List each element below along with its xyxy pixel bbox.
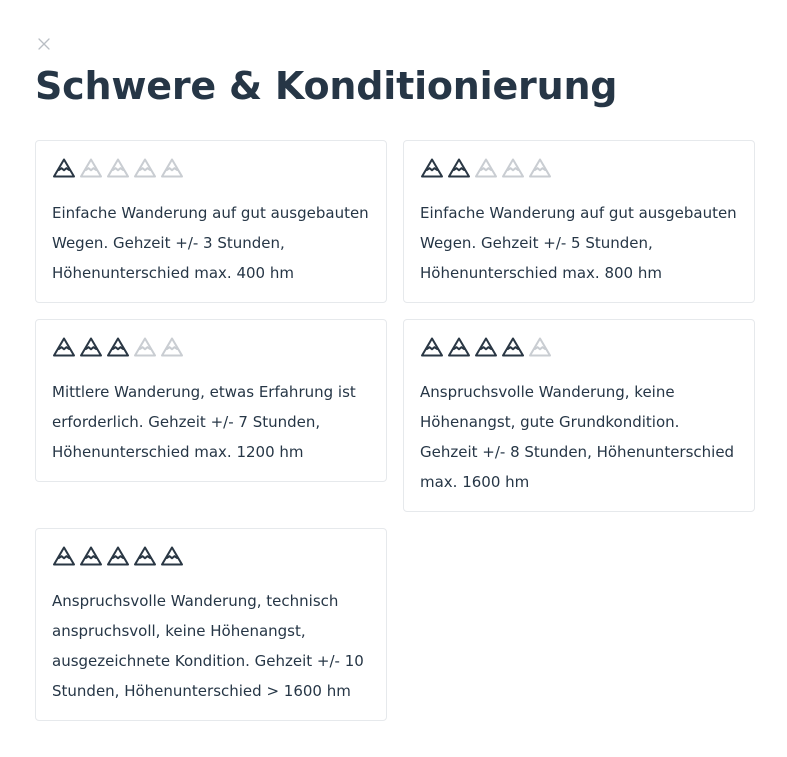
mountain-icon-empty (79, 157, 103, 179)
difficulty-description: Einfache Wanderung auf gut ausgebauten Wegen. Gehzeit +/- 5 Stunden, Höhenunterschied max. 800 hm (420, 204, 737, 282)
mountain-icon-filled (106, 545, 130, 567)
close-icon (36, 36, 52, 52)
difficulty-card-1 (35, 140, 387, 303)
mountain-icon-filled (474, 336, 498, 358)
mountain-icon-empty (160, 336, 184, 358)
page-title: Schwere & Konditionierung (35, 64, 618, 108)
difficulty-description: Anspruchsvolle Wanderung, technisch anspruchsvoll, keine Höhenangst, ausgezeichnete Kondition. Gehzeit +/- 10 Stunden, Höhenunterschied > 1600 hm (52, 592, 364, 700)
mountain-icon-empty (528, 157, 552, 179)
difficulty-rating (52, 544, 370, 568)
mountain-icon-empty (133, 157, 157, 179)
difficulty-card-2 (403, 140, 755, 303)
close-button[interactable] (36, 36, 52, 52)
difficulty-description: Einfache Wanderung auf gut ausgebauten Wegen. Gehzeit +/- 3 Stunden, Höhenunterschied max. 400 hm (52, 204, 369, 282)
mountain-icon-filled (420, 336, 444, 358)
mountain-icon-filled (447, 336, 471, 358)
difficulty-description: Mittlere Wanderung, etwas Erfahrung ist erforderlich. Gehzeit +/- 7 Stunden, Höhenunterschied max. 1200 hm (52, 383, 356, 461)
difficulty-card-4 (403, 319, 755, 512)
mountain-icon-empty (501, 157, 525, 179)
difficulty-card-3 (35, 319, 387, 482)
mountain-icon-empty (133, 336, 157, 358)
mountain-icon-filled (501, 336, 525, 358)
mountain-icon-filled (160, 545, 184, 567)
difficulty-description: Anspruchsvolle Wanderung, keine Höhenangst, gute Grundkondition. Gehzeit +/- 8 Stunden, Höhenunterschied max. 1600 hm (420, 383, 735, 491)
mountain-icon-empty (474, 157, 498, 179)
difficulty-level-list (35, 140, 755, 721)
mountain-icon-filled (133, 545, 157, 567)
mountain-icon-empty (528, 336, 552, 358)
mountain-icon-filled (79, 545, 103, 567)
mountain-icon-filled (52, 545, 76, 567)
mountain-icon-empty (160, 157, 184, 179)
mountain-icon-filled (52, 336, 76, 358)
difficulty-rating (52, 335, 370, 359)
mountain-icon-filled (447, 157, 471, 179)
mountain-icon-empty (106, 157, 130, 179)
mountain-icon-filled (106, 336, 130, 358)
difficulty-rating (420, 156, 738, 180)
difficulty-card-5 (35, 528, 387, 721)
difficulty-rating (52, 156, 370, 180)
difficulty-rating (420, 335, 738, 359)
mountain-icon-filled (52, 157, 76, 179)
mountain-icon-filled (420, 157, 444, 179)
mountain-icon-filled (79, 336, 103, 358)
